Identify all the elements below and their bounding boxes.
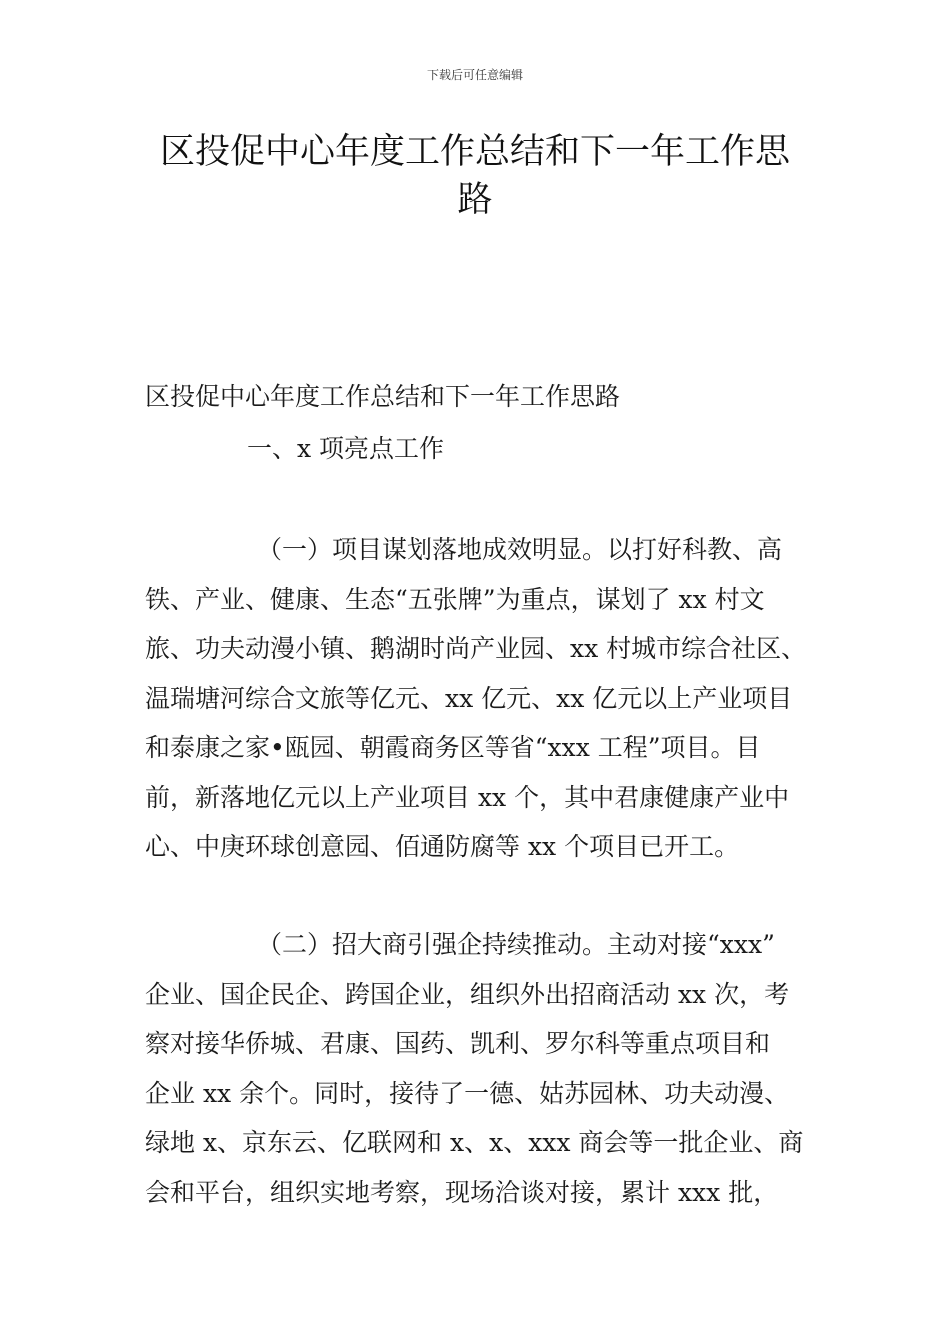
header-note: 下载后可任意编辑 <box>426 68 523 82</box>
paragraph-line: 企业 xx 余个。同时，接待了一德、姑苏园林、功夫动漫、 <box>145 1078 790 1108</box>
paragraph-line: （一）项目谋划落地成效明显。以打好科教、高 <box>257 535 783 564</box>
paragraph-line: 旅、功夫动漫小镇、鹅湖时尚产业园、xx 村城市综合社区、 <box>145 634 807 663</box>
document-title-line-1: 区投促中心年度工作总结和下一年工作思 <box>159 132 790 172</box>
paragraph-line: 察对接华侨城、君康、国药、凯利、罗尔科等重点项目和 <box>145 1029 771 1058</box>
paragraph-line: 前，新落地亿元以上产业项目 xx 个，其中君康健康产业中 <box>145 782 790 812</box>
section-heading: 一、x 项亮点工作 <box>247 434 445 463</box>
document-subtitle: 区投促中心年度工作总结和下一年工作思路 <box>145 382 621 411</box>
document-title-line-2: 路 <box>457 180 493 220</box>
paragraph-line: 铁、产业、健康、生态“五张牌”为重点，谋划了 xx 村文 <box>145 584 765 614</box>
paragraph-project-planning <box>145 525 830 872</box>
paragraph-line: 绿地 x、京东云、亿联网和 x、x、xxx 商会等一批企业、商 <box>145 1128 804 1157</box>
paragraph-line: 企业、国企民企、跨国企业，组织外出招商活动 xx 次，考 <box>145 979 790 1009</box>
paragraph-line: 温瑞塘河综合文旅等亿元、xx 亿元、xx 亿元以上产业项目 <box>145 683 793 713</box>
paragraph-line: 和泰康之家•瓯园、朝霞商务区等省“xxx 工程”项目。目 <box>145 733 761 762</box>
paragraph-line: 会和平台，组织实地考察，现场洽谈对接，累计 xxx 批， <box>145 1177 779 1207</box>
paragraph-investment-attraction <box>145 920 830 1217</box>
document-title <box>155 128 795 224</box>
paragraph-line: （二）招大商引强企持续推动。主动对接“xxx” <box>257 930 775 959</box>
paragraph-line: 心、中庚环球创意园、佰通防腐等 xx 个项目已开工。 <box>145 832 740 861</box>
